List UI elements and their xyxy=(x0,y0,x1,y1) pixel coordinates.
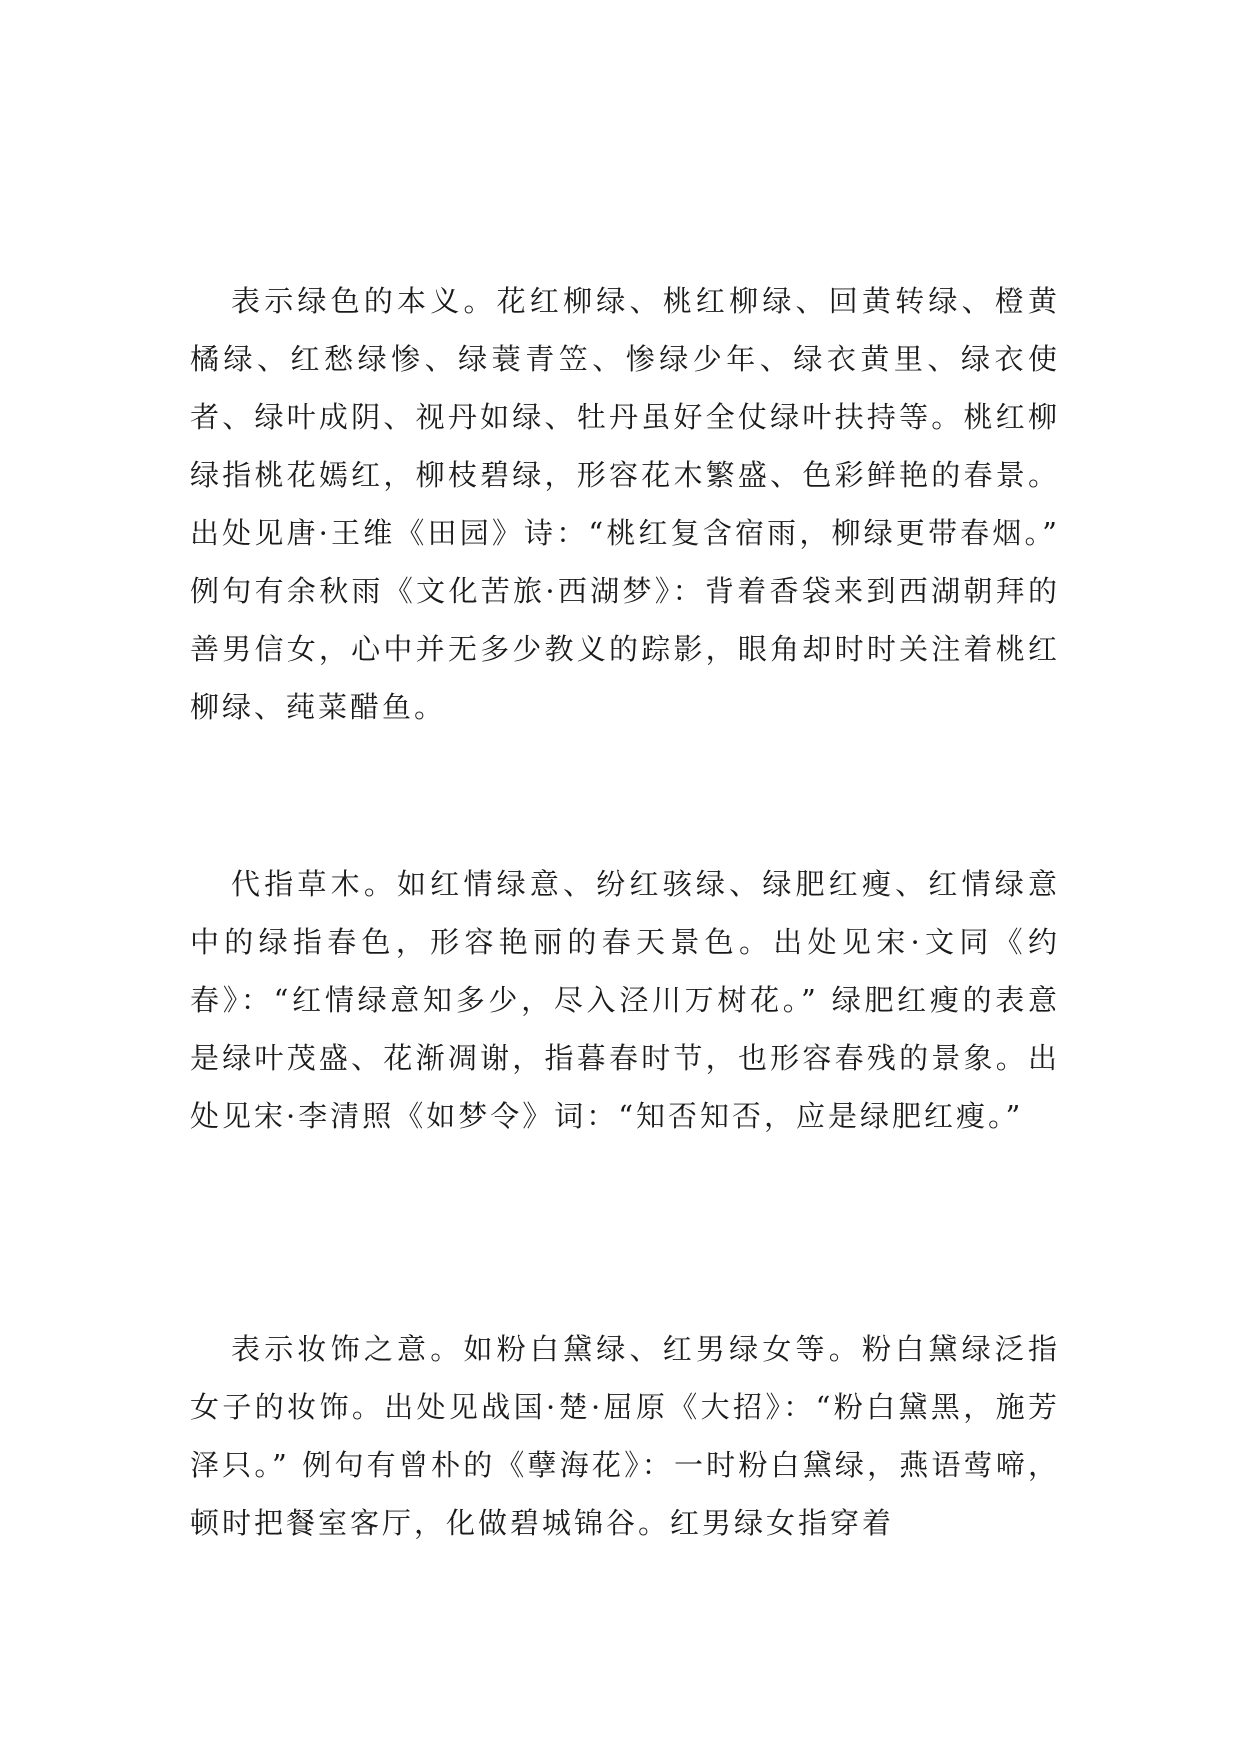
paragraph-original-meaning: 表示绿色的本义。花红柳绿、桃红柳绿、回黄转绿、橙黄橘绿、红愁绿惨、绿蓑青笠、惨绿少年、绿衣黄里、绿衣使者、绿叶成阴、视丹如绿、牡丹虽好全仗绿叶扶持等。桃红柳绿指桃花嫣红，柳枝碧绿，形容花木繁盛、色彩鲜艳的春景。出处见唐·王维《田园》诗：“桃红复含宿雨，柳绿更带春烟。” 例句有余秋雨《文化苦旅·西湖梦》：背着香袋来到西湖朝拜的善男信女，心中并无多少教义的踪影，眼角却时时关注着桃红柳绿、莼菜醋鱼。 xyxy=(190,284,1060,724)
paragraph-adornment: 表示妆饰之意。如粉白黛绿、红男绿女等。粉白黛绿泛指女子的妆饰。出处见战国·楚·屈原《大招》：“粉白黛黑，施芳泽只。” 例句有曾朴的《孽海花》：一时粉白黛绿，燕语莺啼，顿时把餐室客厅，化做碧城锦谷。红男绿女指穿着 xyxy=(190,1332,1060,1540)
paragraph-vegetation: 代指草木。如红情绿意、纷红骇绿、绿肥红瘦、红情绿意中的绿指春色，形容艳丽的春天景色。出处见宋·文同《约春》：“红情绿意知多少，尽入泾川万树花。” 绿肥红瘦的表意是绿叶茂盛、花渐凋谢，指暮春时节，也形容春残的景象。出处见宋·李清照《如梦令》词：“知否知否，应是绿肥红瘦。” xyxy=(190,867,1060,1133)
